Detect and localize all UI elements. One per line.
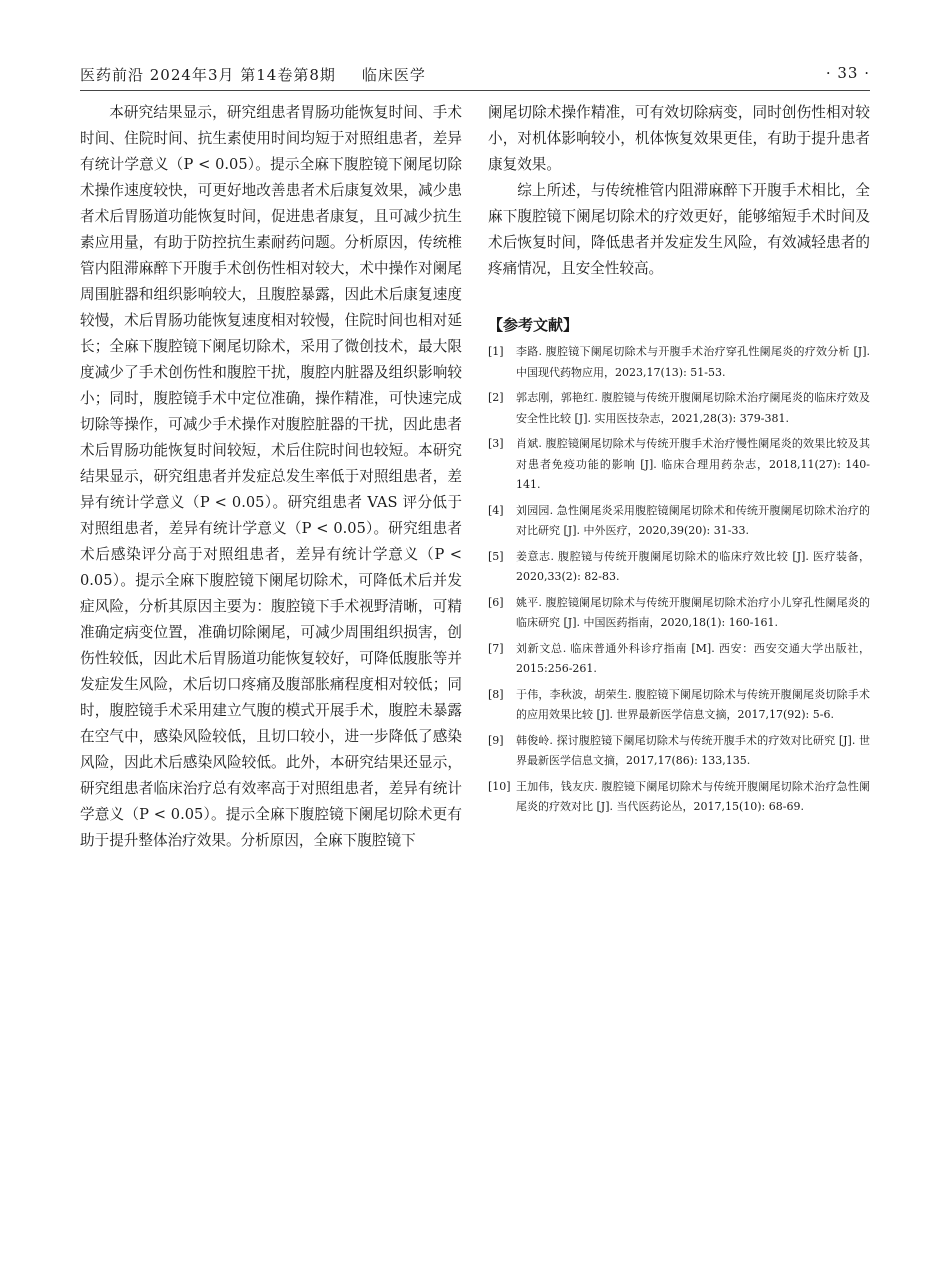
reference-number: [1] [488, 345, 504, 358]
reference-text: 肖斌. 腹腔镜阑尾切除术与传统开腹手术治疗慢性阑尾炎的效果比较及其对患者免疫功能的影响 [J]. 临床合理用药杂志，2018,11(27): 140-141. [516, 437, 870, 491]
right-column [488, 100, 870, 823]
reference-item [488, 547, 870, 588]
reference-item [488, 388, 870, 429]
reference-item [488, 593, 870, 634]
left-column [80, 100, 462, 854]
reference-item [488, 731, 870, 772]
reference-number: [10] [488, 779, 511, 793]
page-number: · 33 · [825, 64, 870, 82]
reference-text: 于伟，李秋波，胡荣生. 腹腔镜下阑尾切除术与传统开腹阑尾炎切除手术的应用效果比较 [J]. 世界最新医学信息文摘，2017,17(92): 5-6. [516, 687, 870, 721]
reference-item [488, 777, 870, 818]
reference-text: 韩俊岭. 探讨腹腔镜下阑尾切除术与传统开腹手术的疗效对比研究 [J]. 世界最新医学信息文摘，2017,17(86): 133,135. [516, 733, 870, 767]
reference-item [488, 685, 870, 726]
reference-text: 刘园园. 急性阑尾炎采用腹腔镜阑尾切除术和传统开腹阑尾切除术治疗的对比研究 [J]. 中外医疗，2020,39(20): 31-33. [516, 503, 870, 537]
references-heading: 【参考文献】 [488, 316, 579, 334]
body-paragraph: 本研究结果显示，研究组患者胃肠功能恢复时间、手术时间、住院时间、抗生素使用时间均短于对照组患者，差异有统计学意义（P < 0.05）。提示全麻下腹腔镜下阑尾切除术操作速度较快，可更好地改善患者术后康复效果，减少患者术后胃肠道功能恢复时间，促进患者康复，且可减少抗生素应用量，有助于防控抗生素耐药问题。分析原因，传统椎管内阻滞麻醉下开腹手术创伤性相对较大，术中操作对阑尾周围脏器和组织影响较大，且腹腔暴露，因此术后康复速度较慢，术后胃肠功能恢复速度相对较慢，住院时间也相对延长；全麻下腹腔镜下阑尾切除术，采用了微创技术，最大限度减少了手术创伤性和腹腔干扰，腹腔内脏器及组织影响较小；同时，腹腔镜手术中定位准确，操作精准，可快速完成切除等操作，可减少手术操作对腹腔脏器的干扰，因此患者术后胃肠功能恢复时间较短，术后住院时间也较短。本研究结果显示，研究组患者并发症总发生率低于对照组患者，差异有统计学意义（P < 0.05）。研究组患者 VAS 评分低于对照组患者，差异有统计学意义（P < 0.05）。研究组患者术后感染评分高于对照组患者，差异有统计学意义（P < 0.05）。提示全麻下腹腔镜下阑尾切除术，可降低术后并发症风险，分析其原因主要为：腹腔镜下手术视野清晰，可精准确定病变位置，准确切除阑尾，可减少周围组织损害，创伤性较低，因此术后胃肠道功能恢复较好，可降低腹胀等并发症发生风险，术后切口疼痛及腹部胀痛程度相对较低；同时，腹腔镜手术采用建立气腹的模式开展手术，腹腔未暴露在空气中，感染风险较低，且切口较小，进一步降低了感染风险，因此术后感染风险较低。此外，本研究结果还显示，研究组患者临床治疗总有效率高于对照组患者，差异有统计学意义（P < 0.05）。提示全麻下腹腔镜下阑尾切除术更有助于提升整体治疗效果。分析原因，全麻下腹腔镜下 [80, 104, 462, 849]
reference-number: [5] [488, 549, 504, 563]
reference-item [488, 501, 870, 542]
section-name: 临床医学 [361, 66, 426, 84]
running-header [80, 60, 870, 91]
reference-text: 姜意志. 腹腔镜与传统开腹阑尾切除术的临床疗效比较 [J]. 医疗装备，2020,33(2): 82-83. [516, 549, 870, 583]
reference-number: [7] [488, 641, 504, 655]
reference-text: 王加伟，钱友庆. 腹腔镜下阑尾切除术与传统开腹阑尾切除术治疗急性阑尾炎的疗效对比 [J]. 当代医药论丛，2017,15(10): 68-69. [516, 779, 870, 813]
reference-text: 李路. 腹腔镜下阑尾切除术与开腹手术治疗穿孔性阑尾炎的疗效分析 [J]. 中国现代药物应用，2023,17(13): 51-53. [516, 345, 870, 379]
reference-number: [9] [488, 733, 504, 747]
reference-list [488, 342, 870, 818]
reference-item [488, 434, 870, 496]
reference-text: 姚平. 腹腔镜阑尾切除术与传统开腹阑尾切除术治疗小儿穿孔性阑尾炎的临床研究 [J]. 中国医药指南，2020,18(1): 160-161. [516, 595, 870, 629]
reference-item [488, 639, 870, 680]
reference-text: 刘新文总. 临床普通外科诊疗指南 [M]. 西安：西安交通大学出版社，2015:256-261. [516, 641, 870, 675]
body-paragraph-continued: 阑尾切除术操作精准，可有效切除病变，同时创伤性相对较小，对机体影响较小，机体恢复效果更佳，有助于提升患者康复效果。 [488, 104, 870, 173]
reference-number: [4] [488, 503, 504, 517]
reference-number: [3] [488, 437, 504, 450]
reference-number: [6] [488, 595, 504, 609]
reference-number: [2] [488, 391, 504, 404]
conclusion-paragraph: 综上所述，与传统椎管内阻滞麻醉下开腹手术相比，全麻下腹腔镜下阑尾切除术的疗效更好，能够缩短手术时间及术后恢复时间，降低患者并发症发生风险，有效减轻患者的疼痛情况，且安全性较高。 [488, 182, 870, 277]
journal-info: 医药前沿 2024年3月 第14卷第8期 [80, 66, 336, 84]
reference-item [488, 342, 870, 383]
reference-text: 郭志刚，郭艳红. 腹腔镜与传统开腹阑尾切除术治疗阑尾炎的临床疗效及安全性比较 [J]. 实用医技杂志，2021,28(3): 379-381. [516, 391, 870, 425]
header-left [80, 64, 426, 85]
reference-number: [8] [488, 687, 504, 701]
